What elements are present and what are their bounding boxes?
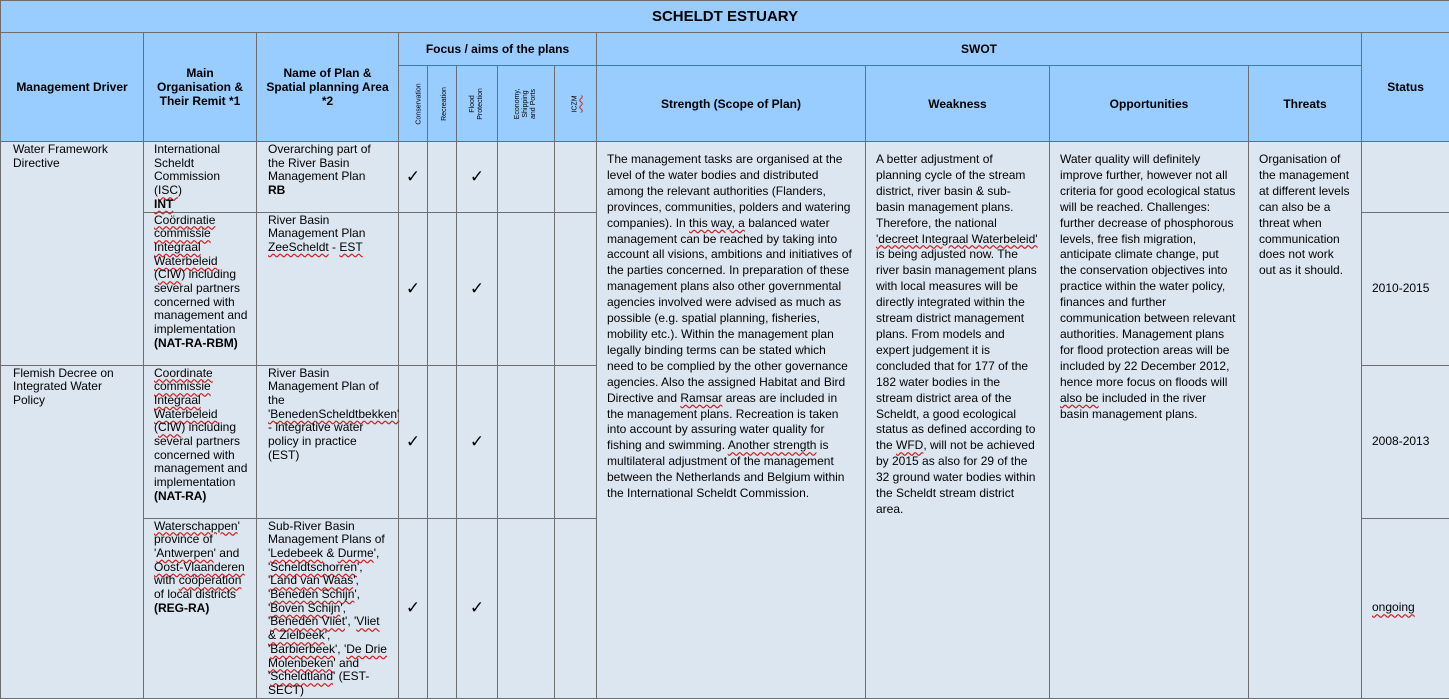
org-cell bbox=[144, 365, 257, 518]
economy-check bbox=[498, 518, 555, 698]
plan-cell bbox=[257, 518, 399, 698]
conservation-check: ✓ bbox=[399, 518, 428, 698]
org-text: Coördinatie commissie Integraal Waterbeleid (CIW) including several partners concerned with management and implementation bbox=[154, 212, 248, 337]
conservation-check: ✓ bbox=[399, 142, 428, 213]
iczm-check bbox=[555, 518, 597, 698]
header-recreation: Recreation bbox=[428, 66, 457, 142]
status-cell: 2010-2015 bbox=[1362, 212, 1449, 365]
recreation-check bbox=[428, 365, 457, 518]
recreation-check bbox=[428, 212, 457, 365]
header-opportunities: Opportunities bbox=[1050, 66, 1249, 142]
plan-cell bbox=[257, 365, 399, 518]
strength-cell: The management tasks are organised at the level of the water bodies and distributed among the relevant authorities (Flanders, provinces, communities, polders and watering companies). In this way, a balanced water management can be reached by taking into account all visions, ambitions and initiatives of the parties concerned. In preparation of these management plans also other governmental agencies involved were advised as much as possible (e.g. spatial planning, fisheries, mobility etc.). Within the management plan legally binding terms can be stated which need to be complied by the other governance agencies. Also the assigned Habitat and Bird Directive and Ramsar areas are included in the management plans. Recreation is taken into account by assuring water quality for fishing and swimming. Another strength is multilateral adjustment of the management between the Netherlands and Belgium within the International Scheldt Commission. bbox=[597, 142, 866, 699]
plan-cell bbox=[257, 212, 399, 365]
table-title: SCHELDT ESTUARY bbox=[1, 1, 1449, 33]
org-text: Waterschappen' province of 'Antwerpen' and Oost-Vlaanderen with coöperation of local districts bbox=[154, 518, 245, 602]
org-cell bbox=[144, 212, 257, 365]
weakness-cell: A better adjustment of planning cycle of the stream district, river basin & sub-basin management plans. Therefore, the national 'decreet Integraal Waterbeleid' is being adjusted now. The river basin management plans with local measures will be directly integrated within the stream district management plans. From models and expert judgement it is concluded that for 177 of the 182 water bodies in the stream district area of the Scheldt, a good ecological status as defined according to the WFD, will not be achieved by 2015 as also for 29 of the 32 ground water bodies within the Scheldt stream district area. bbox=[866, 142, 1050, 699]
header-strength: Strength (Scope of Plan) bbox=[597, 66, 866, 142]
driver-cell bbox=[1, 142, 144, 366]
org-text: Coordinate commissie Integraal Waterbeleid (CIW) including several partners concerned with management and implementation bbox=[154, 365, 248, 490]
header-plan-name: Name of Plan & Spatial planning Area *2 bbox=[257, 33, 399, 142]
economy-check bbox=[498, 365, 555, 518]
iczm-check bbox=[555, 365, 597, 518]
org-code: (REG-RA) bbox=[154, 600, 210, 615]
org-code: (NAT-RA) bbox=[154, 488, 207, 503]
header-iczm: ICZM bbox=[555, 66, 597, 142]
status-cell: ongoing bbox=[1362, 518, 1449, 698]
header-flood-protection: Flood Protection bbox=[457, 66, 498, 142]
driver-text: Water Framework Directive bbox=[13, 142, 108, 170]
economy-check bbox=[498, 212, 555, 365]
economy-check bbox=[498, 142, 555, 213]
plan-text: River Basin Management Plan ZeeScheldt - EST bbox=[268, 212, 366, 254]
org-cell bbox=[144, 142, 257, 213]
flood-check: ✓ bbox=[457, 365, 498, 518]
header-management-driver: Management Driver bbox=[1, 33, 144, 142]
flood-check: ✓ bbox=[457, 142, 498, 213]
iczm-check bbox=[555, 212, 597, 365]
opportunities-cell: Water quality will definitely improve further, however not all criteria for good ecological status will be reached. Challenges: further decrease of phosphorous levels, free fish migration, anticipate climate change, put the conservation objectives into practice within the water policy, finances and further communication between relevant authorities. Management plans for flood protection areas will be included by 22 December 2012, hence more focus on floods will also be included in the river basin management plans. bbox=[1050, 142, 1249, 699]
status-cell: 2008-2013 bbox=[1362, 365, 1449, 518]
driver-text: Flemish Decree on Integrated Water Policy bbox=[13, 365, 114, 407]
status-cell bbox=[1362, 142, 1449, 213]
header-swot: SWOT bbox=[597, 33, 1362, 66]
header-conservation: Conservation bbox=[399, 66, 428, 142]
header-main-organisation: Main Organisation & Their Remit *1 bbox=[144, 33, 257, 142]
header-economy: Economy, Shipping and Ports bbox=[498, 66, 555, 142]
table-row bbox=[1, 142, 1449, 213]
org-code: (NAT-RA-RBM) bbox=[154, 335, 238, 350]
flood-check: ✓ bbox=[457, 518, 498, 698]
plan-text: Overarching part of the River Basin Management Plan bbox=[268, 142, 371, 184]
plan-code: RB bbox=[268, 183, 286, 198]
threats-cell: Organisation of the management at different levels can also be a threat when communication does not work out as it should. bbox=[1249, 142, 1362, 699]
header-threats: Threats bbox=[1249, 66, 1362, 142]
conservation-check: ✓ bbox=[399, 365, 428, 518]
recreation-check bbox=[428, 518, 457, 698]
plan-text: River Basin Management Plan of the 'BenedenScheldtbekken' - integrative water policy in practice (EST) bbox=[268, 365, 400, 462]
driver-cell bbox=[1, 365, 144, 698]
conservation-check: ✓ bbox=[399, 212, 428, 365]
org-cell bbox=[144, 518, 257, 698]
org-code: INT bbox=[154, 196, 174, 211]
flood-check: ✓ bbox=[457, 212, 498, 365]
plan-cell bbox=[257, 142, 399, 213]
org-text: International Scheldt Commission (ISC) bbox=[154, 142, 221, 198]
iczm-check bbox=[555, 142, 597, 213]
plan-text: Sub-River Basin Management Plans of 'Ledebeek & Durme', 'Scheldtschorren', 'Land van Waas', 'Beneden Schijn', 'Boven Schijn', 'Beneden Vliet', 'Vliet & Zielbeek', 'Barbierbeek', 'De Drie Molenbeken' and 'Scheldtland' (EST-SECT) bbox=[268, 518, 387, 697]
header-status: Status bbox=[1362, 33, 1449, 142]
recreation-check bbox=[428, 142, 457, 213]
header-weakness: Weakness bbox=[866, 66, 1050, 142]
header-focus: Focus / aims of the plans bbox=[399, 33, 597, 66]
